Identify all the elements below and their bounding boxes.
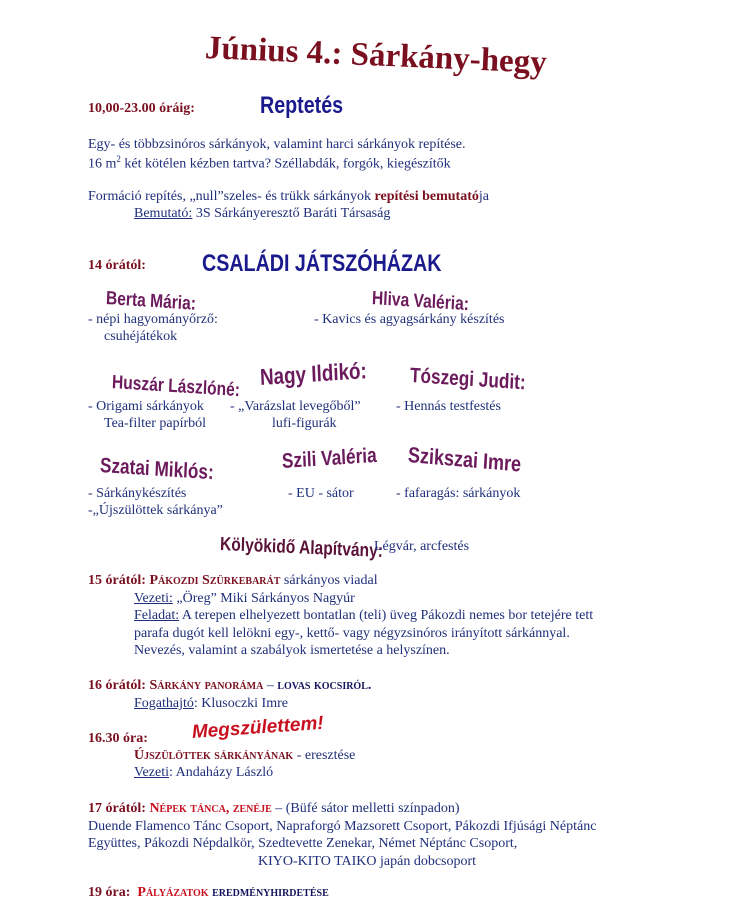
- reptetes-line-2: [88, 154, 451, 173]
- heading-jatszohazak: CSALÁDI JÁTSZÓHÁZAK: [202, 250, 442, 277]
- line-2-a: 16 m: [88, 156, 117, 172]
- task-label: Feladat:: [134, 608, 180, 623]
- person-name: Hliva Valéria:: [371, 288, 470, 316]
- event-viadal-rest: sárkányos viadal: [280, 573, 378, 588]
- viadal-task-1: [134, 608, 593, 624]
- reptetes-line-3: [88, 189, 489, 205]
- nepek-line-3: KIYO-KITO TAIKO japán dobcsoport: [258, 854, 477, 869]
- person-desc: csuhéjátékok: [104, 329, 178, 344]
- person-desc: - Origami sárkányok: [88, 399, 204, 414]
- line-2-sup: 2: [116, 154, 121, 164]
- person-desc: - Sárkánykészítés: [88, 486, 187, 501]
- person-desc: - „Varázslat levegőből”: [230, 399, 361, 414]
- leader-label: Vezeti:: [134, 591, 173, 606]
- driver-name: : Klusoczki Imre: [193, 696, 288, 711]
- viadal-task-2: parafa dugót kell lelökni egy-, kettő- vagy négyzsinóros irányított sárkánnyal.: [134, 626, 570, 641]
- event-viadal: Pákozdi Szürkebarát: [149, 573, 281, 588]
- driver-line: [134, 696, 288, 712]
- viadal-leader: [134, 591, 355, 607]
- time-reptetes: 10,00-23.00 óráig:: [88, 101, 195, 116]
- time-palyazatok: 19 óra:: [88, 885, 131, 900]
- heading-reptetes: Reptetés: [260, 92, 344, 119]
- person-desc: Tea-filter papírból: [104, 416, 207, 431]
- person-name: Tószegi Judit:: [409, 364, 527, 395]
- leader-name: : Andaházy László: [168, 765, 274, 780]
- panorama-line: [88, 678, 371, 694]
- viadal-line: [88, 573, 378, 589]
- event-panorama: Sárkány panoráma: [149, 678, 264, 693]
- person-name: Szili Valéria: [281, 443, 378, 473]
- reptetes-line-1: Egy- és többzsinóros sárkányok, valamint harci sárkányok repítése.: [88, 137, 466, 152]
- person-desc: - népi hagyományőrző:: [88, 312, 218, 327]
- ujszulottek-line: [134, 748, 355, 764]
- nepek-line-1: Duende Flamenco Tánc Csoport, Napraforgó Mazsorett Csoport, Pákozdi Ifjúsági Néptánc: [88, 819, 597, 834]
- event-panorama-2: lovas kocsiról.: [277, 678, 372, 693]
- line-2-b: két kötélen kézben tartva? Széllabdák, forgók, kiegészítők: [120, 156, 451, 172]
- presenter-line: [134, 206, 390, 222]
- event-dash: –: [263, 678, 278, 693]
- person-desc: - EU - sátor: [288, 486, 354, 501]
- person-name: Huszár Lászlóné:: [111, 372, 241, 402]
- time-ujszulottek: 16.30 óra:: [88, 731, 148, 746]
- leader-name: „Öreg” Miki Sárkányos Nagyúr: [172, 591, 355, 606]
- foundation-name: Kölyökidő Alapítvány:: [219, 534, 384, 562]
- time-nepek: 17 órától:: [88, 801, 146, 816]
- nepek-line-2: Együttes, Pákozdi Népdalkör, Szedtevette Zenekar, Német Néptánc Csoport,: [88, 836, 518, 851]
- palyazatok-line: [88, 885, 329, 901]
- event-palyazatok: Pályázatok: [137, 885, 209, 900]
- time-jatszohazak: 14 órától:: [88, 258, 146, 273]
- nepek-line: [88, 801, 460, 817]
- event-ujszulottek-rest: - eresztése: [293, 748, 356, 763]
- event-palyazatok-2: eredményhirdetése: [212, 885, 329, 900]
- person-name: Szikszai Imre: [407, 442, 522, 477]
- line-3-b: repítési bemutató: [374, 189, 479, 204]
- person-desc: - fafaragás: sárkányok: [396, 486, 521, 501]
- page-title: Június 4.: Sárkány-hegy: [204, 30, 548, 81]
- presenter-label: Bemutató:: [134, 206, 193, 221]
- task-text: A terepen elhelyezett bontatlan (teli) üveg Pákozdi nemes bor tetejére tett: [179, 608, 594, 623]
- event-nepek-rest: – (Büfé sátor melletti színpadon): [271, 801, 460, 816]
- person-name: Szatai Miklós:: [99, 454, 215, 485]
- driver-label: Fogathajtó: [134, 696, 194, 711]
- person-name: Nagy Ildikó:: [259, 357, 368, 390]
- foundation-desc: Légvár, arcfestés: [374, 539, 470, 554]
- person-desc: -„Újszülöttek sárkánya”: [88, 503, 223, 518]
- ujszulottek-leader: [134, 765, 273, 781]
- time-viadal: 15 órától:: [88, 573, 146, 588]
- person-desc: - Kavics és agyagsárkány készítés: [314, 312, 505, 327]
- person-desc: lufi-figurák: [272, 416, 337, 431]
- event-nepek: Népek tánca, zenéje: [149, 801, 272, 816]
- presenter-name: 3S Sárkányeresztő Baráti Társaság: [192, 206, 391, 221]
- line-3-c: ja: [478, 189, 489, 204]
- line-3-a: Formáció repítés, „null”szeles- és trükk sárkányok: [88, 189, 375, 204]
- time-panorama: 16 órától:: [88, 678, 146, 693]
- person-desc: - Hennás testfestés: [396, 399, 501, 414]
- leader-label: Vezeti: [134, 765, 169, 780]
- person-name: Berta Mária:: [105, 288, 197, 315]
- event-ujszulottek: Újszülöttek sárkányának: [134, 748, 294, 763]
- heading-megszulettem: Megszülettem!: [191, 712, 325, 743]
- viadal-task-3: Nevezés, valamint a szabályok ismertetése a helyszínen.: [134, 643, 450, 658]
